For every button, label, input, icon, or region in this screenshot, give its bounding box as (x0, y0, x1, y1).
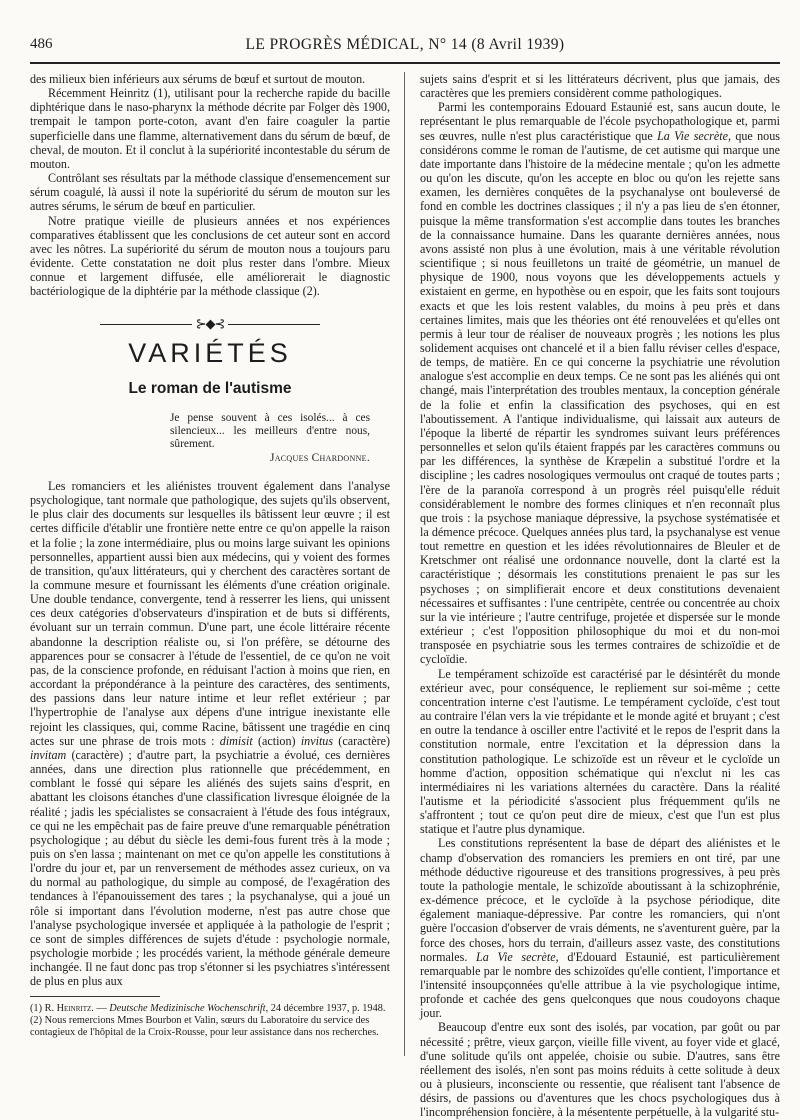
section-heading: VARIÉTÉS (128, 337, 292, 368)
running-title: LE PROGRÈS MÉDICAL, N° 14 (8 Avril 1939) (245, 36, 565, 53)
footnote-mark: (1) (30, 1003, 43, 1014)
text-run: Les romanciers et les aliénistes trouvent également dans l'analyse psychologique, tant normale que pathologique, des sujets qu'ils observent, le plus clair des documents sur lesquelles ils bâtissent leur œuvre ; il est certes difficile d'établir une frontière nette entre ce qu'on appelle la raison et la folie ; la zone intermédiaire, plus ou moins large suivant les opinions personnelles, appartient aussi bien aux médecins, qui y voient des formes de transition, qu'aux littérateurs, qui y cherchent des caractères sortant de la commune mesure et fournissant les éléments d'une création originale. Une double tendance, convergente, tend à resserrer les liens, qui unissent ces deux catégories d'observateurs d'inspiration et de buts si différents, évoluant sur un terrain commun. D'une part, une école littéraire récente abandonne la description réaliste ou, si l'on préfère, se détourne des apparences pour se consacrer à l'étude de l'essentiel, de ce qu'on ne voit pas, de la conscience profonde, en réduisant l'action à moins que rien, en accordant la prépondérance à la peinture des caractères, des sentiments, des passions dans leur nature intime et leur reflet extérieur ; par l'hypertrophie de l'analyse aux dépens d'une intrigue inexistante elle rejoint les classiques, qui, comme Racine, bâtissent une tragédie en cinq actes sur une phrase de trois mots : (30, 478, 390, 748)
latin-term: invitus (300, 733, 334, 748)
paragraph-constitutions (420, 836, 780, 1020)
latin-term: invitam (30, 747, 67, 762)
text-run: d'Edouard Estaunié, est particulièrement remarquable par le nombre des schizoïdes qu'elle contient, l'importance et l'intensité insoupçonnées qu'elle attribue à la vie psychologique intime, profonde et cachée des gens quelconques que nous coudoyons chaque jour. (420, 949, 780, 1021)
text-run: (caractère) (333, 733, 390, 748)
paragraph-heinritz: Récemment Heinritz (1), utilisant pour la recherche rapide du bacille diphtérique dans le naso-pharynx la méthode décrite par Folger dès 1900, trempait le tampon porte-coton, avant d'en faire coaguler la partie superficielle dans une flamme, alternativement dans du sérum de bœuf, de cheval, de mouton. Et il conclut à la supériorité incontestable du sérum de mouton. (30, 86, 390, 171)
footnote-details: 24 décembre 1937, p. 1948. (268, 1003, 386, 1014)
epigraph-quote: Je pense souvent à ces isolés... à ces silencieux... les meilleurs d'entre nous, sûrement. (170, 411, 370, 450)
header-rule (30, 62, 780, 64)
paragraph-estaunie (420, 100, 780, 666)
paragraph-continuation: des milieux bien inférieurs aux sérums de bœuf et surtout de mouton. (30, 72, 366, 86)
epigraph-author: Jacques Chardonne. (269, 451, 370, 464)
page-header (30, 36, 780, 60)
text-run: Les constitutions représentent la base de départ des aliénistes et le champ d'observation des romanciers les premiers en ont tiré, par une méthode déductive rigoureuse et des transitions progressives, à peu près toute la pathologie mentale, le schizoïde aboutissant à la schizophrénie, ex-démence précoce, et le cycloïde à la psychose périodique, dite également maniaque-dépressive. Par contre les romanciers, qui n'ont guère l'occasion d'observer de vrais déments, ne s'aventurent guère, par la force des choses, hors du terrain, d'ailleurs assez vaste, des constitutions normales. (420, 836, 780, 964)
book-title: La Vie secrète, (476, 949, 559, 964)
text-run: (action) (252, 733, 301, 748)
footnote-2: (2) Nous remercions Mmes Bourbon et Valin, sœurs du Laboratoire du service des contagieux de l'hôpital de la Croix-Rousse, pour leur assistance dans nos recherches. (30, 1015, 379, 1038)
paragraph-controle: Contrôlant ses résultats par la méthode classique d'ensemencement sur sérum coagulé, là aussi il note la supériorité du sérum de mouton sur les autres sérums, le sérum de bœuf en particulier. (30, 171, 390, 214)
footnotes (30, 996, 390, 1039)
paragraph-isoles: Beaucoup d'entre eux sont des isolés, par vocation, par goût ou par nécessité ; prêtre, vieux garçon, vieille fille vivent, au foyer vide et glacé, d'une solitude qu'ils ont appelée, choisie ou subie. D'autres, sans être réellement des isolés, n'en sont pas moins réduits à cette solitude à deux ou à plusieurs, inconsciente ou ressentie, que réalisent tant l'absence de désirs, de passions ou d'aventures que les chocs psychologiques dus à l'incompréhension foncière, à la mésentente perpétuelle, à la vulgarité stu- (420, 1020, 780, 1120)
footnote-author: R. Heinritz. (44, 1003, 94, 1014)
column-separator (404, 72, 405, 1056)
article-title: Le roman de l'autisme (128, 379, 292, 397)
text-run: (caractère) ; d'autre part, la psychiatrie a évolué, ces dernières années, dans une direction plus rationnelle que précédemment, en comblant le fossé qui sépare les aliénés des sujets sains d'esprit, en abattant les cloisons étanches d'une classification livresque éloignée de la réalité ; jadis les spécialistes se consacraient à l'étude des fous intégraux, ce qui ne les empêchait pas de faire preuve d'une remarquable pénétration psychologique ; au début du siècle les demi-fous furent très à la mode ; puis on s'en lassa ; maintenant on met ce qu'on appelle les constitutions à l'ordre du jour et, par un renversement de méthodes assez curieux, on va du normal au pathologique, du simple au composé, de l'exagération des tendances à l'épanouissement des tares ; la psychanalyse, qui a joué un rôle si important dans l'évolution moderne, n'est pas autre chose que l'analyse psychologique inversée et appliquée à la pathologie de l'esprit ; ce sont de simples différences de sujets d'étude : psychologie normale, psychologie morbide ; les procédés varient, la méthode générale demeure inchangée. Il ne faut donc pas trop s'étonner si les psychiatres s'intéressent de plus en plus aux (30, 747, 390, 989)
paragraph-pratique: Notre pratique vieille de plusieurs années et nos expériences comparatives établissent que les conclusions de cet auteur sont en accord avec les nôtres. La supériorité du sérum de mouton nous a toujours paru évidente. Cette constatation ne doit plus rester dans l'ombre. Mieux connue et largement diffusée, elle améliorerait le diagnostic bactériologique de la diphtérie par la méthode classique (2). (30, 213, 390, 299)
text-run: que nous considérons comme le roman de l'autisme, de cet autisme qui marque une date importante dans l'histoire de la médecine mentale ; qu'on les admette ou qu'on les discute, qu'on les accepte en bloc ou qu'on les rejette sans examen, les dernières conquêtes de la psychanalyse ont bouleversé de fond en comble les doctrines classiques ; il n'y a pas lieu de s'en étonner, puisque la même transformation s'est accomplie dans toutes les branches de la connaissance humaine. Dans les quarante dernières années, nous avons assisté non plus à une évolution, mais à une véritable révolution scientifique ; si nous feuilletons un traité de géométrie, un manuel de physique de 1900, nous voyons que les développements actuels y existaient en germe, en hypothèse ou en espoir, que les faits sont toujours exacts et que les lois restent valables, du moins à peu près et dans certaines limites, mais que les théories ont été renouvelées et qu'elles ont permis à leur tour de réaliser de nouveaux progrès ; les notions les plus solidement acquises ont chancelé et il a bien fallu réviser celles d'espace, de temps, de matière. En ce qui concerne la psychiatrie une révolution analogue s'est accomplie en deux temps. Ce ne sont pas les aliénés qui ont changé, mais l'interprétation des troubles mentaux, la conception générale de la folie et enfin la classification des psychoses, qui en est l'aboutissement. A l'antique individualisme, qui laissait aux auteurs de l'époque la liberté de répartir les syndromes suivant leurs préférences personnelles et selon qu'ils étaient frappés par les caractères communs ou par les différences, la synthèse de Kræpelin a substitué l'ordre et la discipline ; les cadres nosologiques vermoulus ont craqué de toutes parts ; l'ère de la paranoïa correspond à un progrès réel puisqu'elle réduit considérablement le nombre des formes cliniques et n'en reconnaît plus que trois : la psychose maniaque dépressive, la psychose systématisée et la démence précoce. Quelques années plus tard, la psychanalyse est venue tout remettre en question et les idées révolutionnaires de Bleuler et de Kretschmer ont réalisé une ordonnance nouvelle, dont la clarté est la caractéristique ; désormais les constitutions prenaient le pas sur les psychoses ; on simplifierait encore et deux constitutions devenaient nécessaires et suffisantes : l'une centripète, centrée ou concentrée au choix sur la vie intérieure ; l'autre centrifuge, projetée et dispersée sur le monde extérieur ; c'est l'opposition philosophique du moi et du non-moi transposée en psychiatrie sous les termes contraires de schizoïdie et de cycloïdie. (420, 128, 780, 667)
book-title: La Vie secrète, (657, 128, 731, 143)
section-ornament: ⊱◆⊰ (30, 317, 390, 332)
right-column (420, 72, 780, 1120)
footnote-rule (30, 996, 160, 997)
left-column (30, 72, 390, 989)
paragraph-schizoide: Le tempérament schizoïde est caractérisé par le désintérêt du monde extérieur avec, pour conséquence, le repliement sur soi-même ; cette concentration interne c'est l'autisme. Le tempérament cycloïde, c'est tout au contraire l'élan vers la vie trépidante et le monde agité et bruyant ; c'est en outre la tendance à osciller entre l'activité et le repos de l'esprit dans la constitution normale, entre l'excitation et la dépression dans la constitution pathologique. Le schizoïde est un rêveur et le cycloïde un homme d'action, opposition schématique qui n'exclut ni les cas intermédiaires ni les variations alternées du caractère. Dans la réalité l'autisme et la périodicité s'associent plus fréquemment qu'ils ne s'affrontent ; tout ce qu'on peut dire de mieux, c'est que l'un est plus statique et l'autre plus dynamique. (420, 666, 780, 837)
epigraph (170, 412, 370, 465)
footnote-journal: Deutsche Medizinische Wochenschrift, (109, 1003, 269, 1014)
paragraph-romanciers (30, 479, 390, 989)
paragraph-sujets-sains: sujets sains d'esprit et si les littérateurs décrivent, plus que jamais, des caractères que les premiers considèrent comme pathologiques. (420, 72, 780, 101)
footnote-1: (1) R. Heinritz. — Deutsche Medizinische Wochenschrift, 24 décembre 1937, p. 1948. (30, 1003, 386, 1014)
latin-term: dimisit (219, 733, 253, 748)
text-run: Parmi les contemporains Edouard Estaunié est, sans aucun doute, le représentant le plus remarquable de l'école psychopathologique et, parmi ses œuvres, nulle n'est plus caractéristique que (420, 100, 780, 143)
page-number: 486 (30, 36, 53, 52)
